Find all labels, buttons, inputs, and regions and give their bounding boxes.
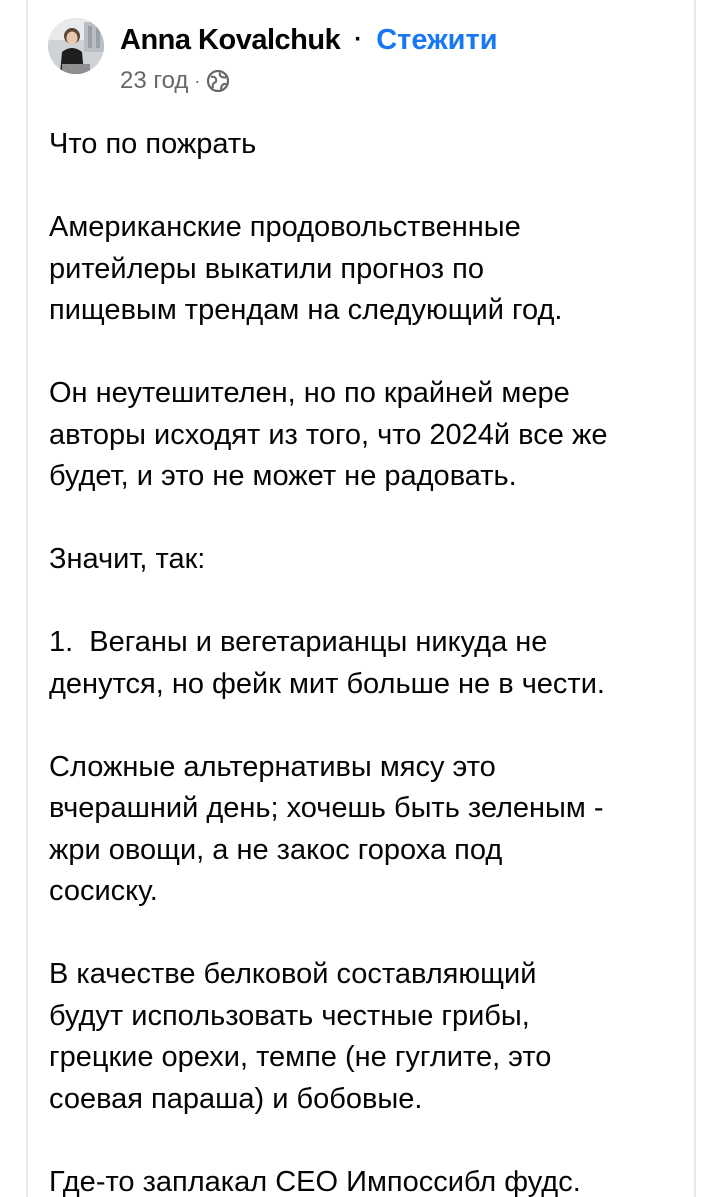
separator-dot: · <box>354 26 363 53</box>
globe-icon[interactable] <box>206 69 230 93</box>
post-paragraph: Значит, так: <box>49 543 206 575</box>
card-right-border <box>694 0 696 1197</box>
card-left-border <box>26 0 28 1197</box>
post-meta <box>120 66 230 96</box>
follow-button[interactable]: Стежити <box>376 23 498 56</box>
avatar[interactable] <box>48 18 104 74</box>
post-paragraph: В качестве белковой составляющий будут использовать честные грибы, грецкие орехи, темпе (не гуглите, это соевая параша) и бобовые. <box>49 958 552 1115</box>
post-paragraph: Сложные альтернативы мясу это вчерашний день; хочешь быть зеленым - жри овощи, а не закос гороха под сосиску. <box>49 750 604 907</box>
post-paragraph: 1. Веганы и вегетарианцы никуда не денутся, но фейк мит больше не в чести. <box>49 626 605 700</box>
post-paragraph: Где-то заплакал СЕО Импоссибл фудс. <box>49 1165 581 1197</box>
post-header <box>48 16 678 96</box>
post-paragraph: Он неутешителен, но по крайней мере авторы исходят из того, что 2024й все же будет, и это не может не радовать. <box>49 377 608 492</box>
author-line <box>120 20 498 60</box>
post-paragraph: Что по пожрать <box>49 128 257 160</box>
author-name[interactable]: Anna Kovalchuk <box>120 23 341 56</box>
post-paragraph: Американские продовольственные ритейлеры выкатили прогноз по пищевым трендам на следующий год. <box>49 211 563 326</box>
post-timestamp[interactable]: 23 год <box>120 67 189 94</box>
avatar-photo <box>48 18 104 74</box>
post-text <box>49 124 689 1197</box>
meta-separator: · <box>194 70 201 91</box>
